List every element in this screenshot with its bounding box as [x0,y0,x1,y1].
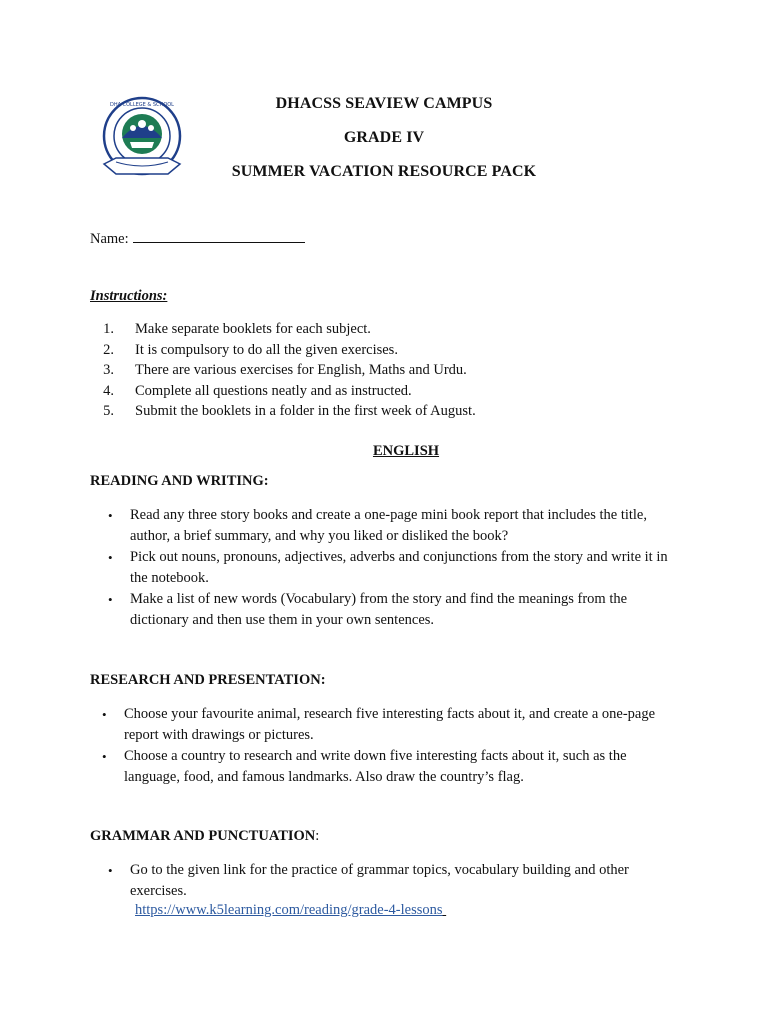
school-name: DHACSS SEAVIEW CAMPUS [275,95,493,112]
grammar-punctuation-list [108,860,680,902]
k5learning-link[interactable]: https://www.k5learning.com/reading/grade-4-lessons [135,902,443,918]
name-blank-line[interactable] [133,228,305,243]
list-item [90,340,476,361]
reading-writing-list [108,505,680,631]
list-item [108,589,680,631]
research-presentation-heading: RESEARCH AND PRESENTATION: [90,672,326,688]
grade-title: GRADE IV [343,129,425,146]
subject-heading: ENGLISH [372,443,440,459]
bullet-icon: • [108,550,113,565]
item-number: 1. [103,321,114,337]
item-text: Pick out nouns, pronouns, adjectives, adverbs and conjunctions from the story and write it in the notebook. [130,549,668,586]
grammar-punctuation-heading [90,828,319,845]
item-text: Submit the booklets in a folder in the first week of August. [135,403,476,419]
item-number: 2. [103,341,114,358]
item-number: 3. [103,362,114,378]
bullet-icon: • [108,863,113,878]
research-presentation-list [102,704,680,788]
list-item [90,319,476,340]
list-item [108,860,680,902]
bullet-icon: • [102,707,107,722]
item-text: Make a list of new words (Vocabulary) from the story and find the meanings from the dictionary and then use them in your own sentences. [130,591,628,628]
item-number: 4. [103,382,114,399]
item-text: There are various exercises for English, Maths and Urdu. [135,362,467,378]
grammar-heading-text: GRAMMAR AND PUNCTUATION [90,828,316,844]
bullet-icon: • [102,749,107,764]
list-item [102,704,680,746]
list-item [108,547,680,589]
instructions-title: Instructions: [90,288,168,304]
list-item [90,381,476,402]
list-item [90,401,476,422]
pack-title: SUMMER VACATION RESOURCE PACK [231,163,537,180]
name-row [90,228,305,248]
item-text: Read any three story books and create a one-page mini book report that includes the title, author, a brief summary, and why you liked or disliked the book? [130,507,647,544]
instructions-list [90,319,476,422]
list-item [108,505,680,547]
list-item [102,746,680,788]
item-text: Go to the given link for the practice of grammar topics, vocabulary building and other exercises. [130,862,629,899]
list-item [90,360,476,381]
svg-text:DHA COLLEGE & SCHOOL: DHA COLLEGE & SCHOOL [110,102,174,108]
item-text: Choose a country to research and write down five interesting facts about it, such as the language, food, and famous landmarks. Also draw the country’s flag. [124,748,627,785]
item-text: It is compulsory to do all the given exercises. [135,341,398,358]
item-text: Make separate booklets for each subject. [135,321,371,337]
bullet-icon: • [108,508,113,523]
reading-writing-heading: READING AND WRITING: [90,473,269,489]
bullet-icon: • [108,592,113,607]
item-text: Complete all questions neatly and as instructed. [135,382,412,399]
link-row [135,902,446,919]
item-text: Choose your favourite animal, research five interesting facts about it, and create a one-page report with drawings or pictures. [124,706,656,743]
grammar-heading-colon: : [315,828,320,844]
item-number: 5. [103,403,114,419]
name-label: Name: [90,231,129,247]
